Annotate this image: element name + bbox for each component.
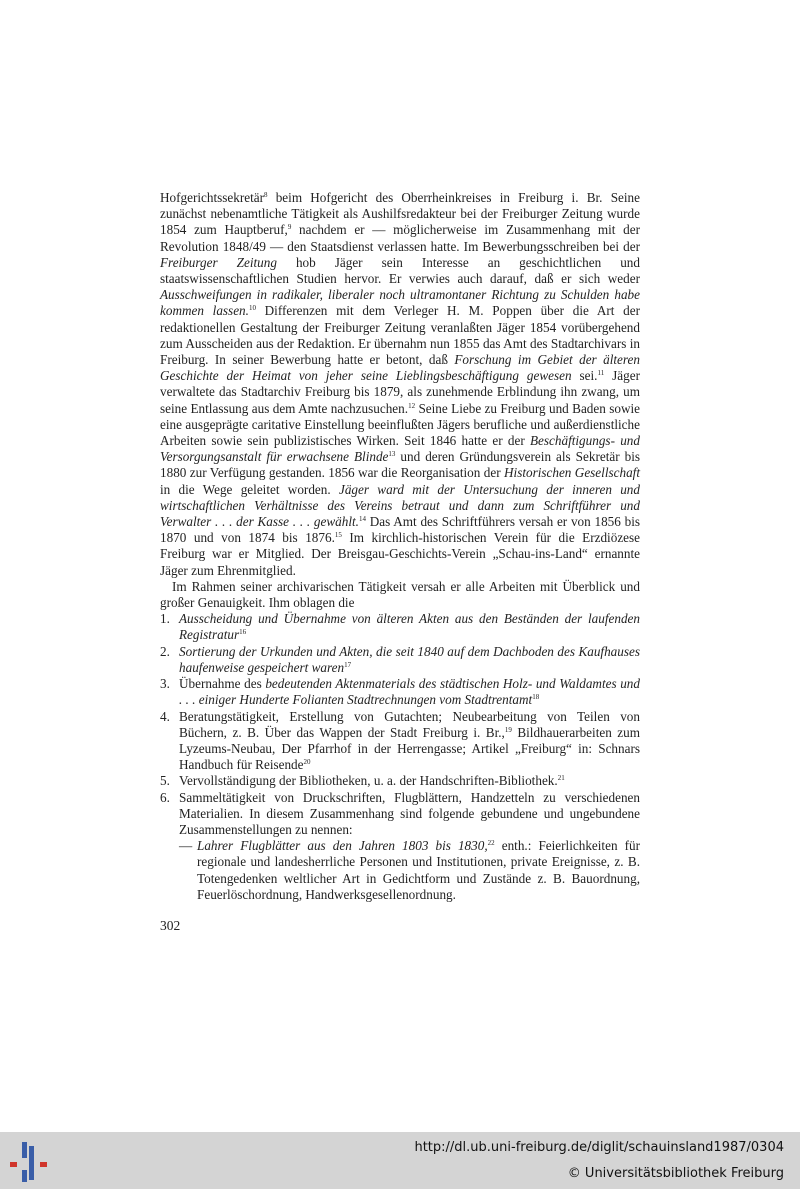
footnote-marker: 13 bbox=[388, 450, 396, 459]
italic-run: Sortierung der Urkunden und Akten, die seit 1840 auf dem Dachboden des Kaufhauses haufenweise gespeichert waren bbox=[179, 643, 640, 675]
list-item bbox=[160, 790, 640, 839]
italic-run: Beschäftigungs- und Versorgungsanstalt für erwachsene Blinde bbox=[160, 433, 640, 465]
paragraph-2 bbox=[160, 579, 640, 611]
text-run: Sammeltätigkeit von Druckschriften, Flugblättern, Handzetteln zu verschiedenen Materialien. In diesem Zusammenhang sind folgende gebundene und ungebundene Zusammenstellungen zu nennen: bbox=[179, 789, 640, 837]
italic-run: Ausscheidung und Übernahme von älteren Akten aus den Beständen der laufenden Registratur bbox=[179, 611, 640, 643]
list-text bbox=[179, 790, 640, 837]
footnote-marker: 15 bbox=[334, 531, 342, 540]
copyright-text: © Universitätsbibliothek Freiburg bbox=[567, 1166, 784, 1181]
text-run: Beratungstätigkeit, Erstellung von Gutachten; Neubearbeitung von Teilen von Büchern, z. B. Über das Wappen der Stadt Freiburg i. Br., bbox=[179, 708, 640, 740]
text-run: nachdem er — möglicherweise im Zusammenhang mit der Revolution 1848/49 — den Staatsdienst verlassen hatte. Im Bewerbungsschreiben bei der bbox=[160, 222, 640, 254]
list-item bbox=[160, 644, 640, 676]
text-run: beim Hofgericht des Oberrheinkreises in Freiburg i. Br. Seine zunächst nebenamtliche Tätigkeit als Aushilfsredakteur bei der Freiburger Zeitung wurde 1854 zum Hauptberuf, bbox=[160, 190, 640, 238]
list-item bbox=[160, 611, 640, 643]
text-run: Vervollständigung der Bibliotheken, u. a. der Handschriften-Bibliothek. bbox=[179, 773, 558, 789]
list-text bbox=[179, 644, 640, 675]
page-number: 302 bbox=[160, 918, 181, 933]
footnote-marker: 20 bbox=[303, 758, 311, 767]
text-run: Bildhauerarbeiten zum Lyzeums-Neubau, Der Pfarrhof in der Herrengasse; Artikel „Freiburg“ in: Schnars Handbuch für Reisende bbox=[179, 724, 640, 773]
italic-run: Jäger ward mit der Untersuchung der inneren und wirtschaftlichen Verhältnisse des Vereins betraut und dann zum Schriftführer und Verwalter . . . der Kasse . . . gewählt. bbox=[160, 481, 640, 530]
list-number: 2. bbox=[160, 643, 170, 659]
footnote-marker: 16 bbox=[239, 628, 247, 637]
sub-list-text bbox=[197, 838, 640, 902]
text-run: und deren Gründungsverein als Sekretär bis 1880 zur Verfügung gestanden. 1856 war die Reorganisation der bbox=[160, 449, 640, 481]
duties-list bbox=[160, 611, 640, 903]
list-item bbox=[160, 773, 640, 789]
list-item bbox=[160, 676, 640, 708]
list-text bbox=[179, 676, 640, 707]
text-run: Übernahme des bbox=[179, 676, 266, 692]
footnote-marker: 12 bbox=[408, 401, 416, 410]
italic-run: Historischen Gesellschaft bbox=[504, 465, 640, 481]
text-run: Differenzen mit dem Verleger H. M. Poppen über die Art der redaktionellen Gestaltung der Freiburger Zeitung veranlaßten Jäger 1854 vorübergehend zum Ausscheiden aus der Redaktion. Er übernahm nun 1855 das Amt des Stadtarchivars in Freiburg. In seiner Bewerbung hatte er betont, daß bbox=[160, 303, 640, 368]
list-text bbox=[179, 773, 565, 788]
text-run: Im kirchlich-historischen Verein für die Erzdiözese Freiburg war er Mitglied. Der Breisgau-Geschichts-Verein „Schau-ins-Land“ ernannte Jäger zum Ehrenmitglied. bbox=[160, 530, 641, 578]
italic-run: Freiburger Zeitung bbox=[160, 254, 277, 270]
text-run: Seine Liebe zu Freiburg und Baden sowie eine ausgeprägte caritative Einstellung beeinflußten Jägers berufliche und außerdienstliche Arbeiten sowie sein publizistisches Wirken. Seit 1846 hatte er der bbox=[160, 400, 640, 449]
text-run: Im Rahmen seiner archivarischen Tätigkeit versah er alle Arbeiten mit Überblick und großer Genauigkeit. Ihm oblagen die bbox=[160, 578, 640, 611]
library-logo-icon bbox=[8, 1140, 52, 1184]
text-run: enth.: Feierlichkeiten für regionale und landesherrliche Personen und Institutionen, private Ereignisse, z. B. Totengedenken weltlicher Art in Gedichtform und Zustände z. B. Bauordnung, Feuerlöschordnung, Handwerksgesellenordnung. bbox=[197, 838, 640, 902]
list-number: 6. bbox=[160, 789, 170, 805]
text-run: Hofgerichtssekretär bbox=[160, 190, 264, 205]
footnote-marker: 10 bbox=[248, 304, 256, 313]
italic-run: bedeutenden Aktenmaterials des städtischen Holz- und Waldamtes und . . . einiger Hunderte Folianten Stadtrechnungen vom Stadtrentamt bbox=[179, 676, 640, 708]
source-url-link[interactable]: http://dl.ub.uni-freiburg.de/diglit/schauinsland1987/0304 bbox=[414, 1140, 784, 1155]
footnote-marker: 11 bbox=[597, 369, 605, 378]
list-number: 3. bbox=[160, 676, 170, 692]
italic-run: Lahrer Flugblätter aus den Jahren 1803 bis 1830, bbox=[197, 838, 488, 854]
footnote-marker: 19 bbox=[504, 725, 512, 734]
footnote-marker: 21 bbox=[557, 774, 565, 783]
footnote-marker: 8 bbox=[264, 191, 268, 199]
footer-bar bbox=[0, 1132, 800, 1189]
list-text bbox=[179, 611, 640, 642]
text-run: in die Wege geleitet worden. bbox=[160, 481, 339, 497]
footnote-marker: 9 bbox=[287, 223, 292, 232]
list-number: 1. bbox=[160, 611, 170, 627]
text-run: hob Jäger sein Interesse an geschichtlichen und staatswissenschaftlichen Studien hervor. Er verwies auch darauf, daß er sich weder bbox=[160, 254, 640, 287]
text-run: Das Amt des Schriftführers versah er von 1856 bis 1870 und von 1874 bis 1876. bbox=[160, 514, 640, 546]
footnote-marker: 18 bbox=[532, 693, 540, 702]
text-run: sei. bbox=[571, 368, 598, 384]
page-body bbox=[160, 190, 640, 903]
italic-run: Ausschweifungen in radikaler, liberaler noch ultramontaner Richtung zu Schulden habe kommen lassen. bbox=[160, 287, 640, 319]
footnote-marker: 14 bbox=[358, 515, 366, 524]
list-number: 4. bbox=[160, 708, 170, 724]
footnote-marker: 17 bbox=[344, 660, 352, 669]
list-number: 5. bbox=[160, 773, 170, 789]
dash-marker: — bbox=[179, 838, 193, 854]
italic-run: Forschung im Gebiet der älteren Geschichte der Heimat von jeher seine Lieblingsbeschäftigung gewesen bbox=[160, 352, 640, 384]
text-run: Jäger verwaltete das Stadtarchiv Freiburg bis 1879, als zunehmende Erblindung ihn zwang, um seine Entlassung aus dem Amte nachzusuchen. bbox=[160, 368, 640, 416]
list-text bbox=[179, 709, 640, 773]
footnote-marker: 22 bbox=[487, 839, 495, 848]
sub-list-item bbox=[160, 838, 640, 903]
paragraph-1 bbox=[160, 190, 640, 579]
list-item bbox=[160, 709, 640, 774]
